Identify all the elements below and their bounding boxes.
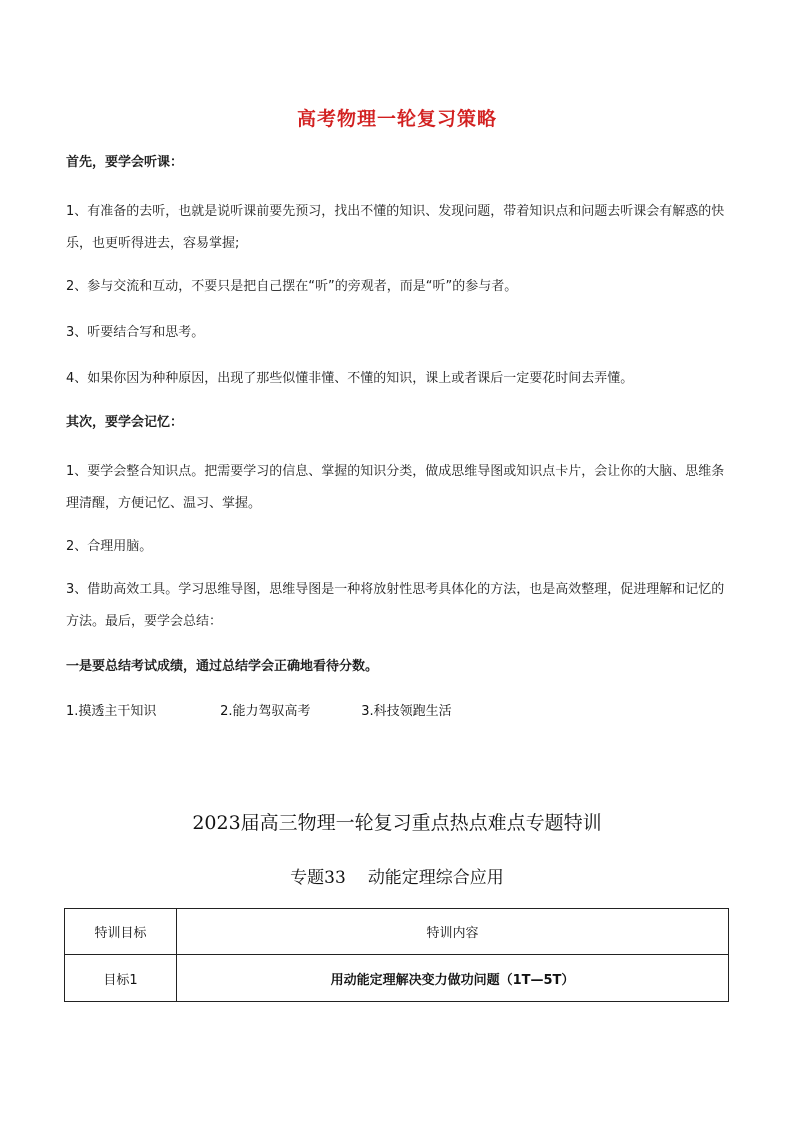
topic-number: 专题33	[290, 868, 346, 888]
memory-item-3: 3、借助高效工具。学习思维导图，思维导图是一种将放射性思考具体化的方法，也是高效整理，促进理解和记忆的方法。最后，要学会总结：	[66, 582, 725, 629]
table-cell: 目标1	[65, 955, 177, 1002]
listen-item-4: 4、如果你因为种种原因，出现了那些似懂非懂、不懂的知识，课上或者课后一定要花时间去弄懂。	[66, 371, 634, 386]
table-header-row	[65, 909, 729, 955]
topic-heading	[0, 863, 794, 888]
tip-3: 3.科技领跑生活	[361, 704, 452, 719]
table-header-cell: 特训目标	[65, 909, 177, 955]
tip-2: 2.能力驾驭高考	[220, 704, 311, 719]
tips-row	[66, 702, 452, 722]
summary-statement: 一是要总结考试成绩，通过总结学会正确地看待分数。	[66, 659, 379, 674]
memory-item-1: 1、要学会整合知识点。把需要学习的信息、掌握的知识分类，做成思维导图或知识点卡片，会让你的大脑、思维条理清醒，方便记忆、温习、掌握。	[66, 464, 725, 511]
heading-memory: 其次，要学会记忆：	[66, 415, 184, 430]
heading-listen: 首先，要学会听课：	[66, 155, 184, 170]
memory-item-2: 2、合理用脑。	[66, 539, 153, 554]
listen-item-1: 1、有准备的去听，也就是说听课前要先预习，找出不懂的知识、发现问题，带着知识点和问题去听课会有解惑的快乐，也更听得进去，容易掌握;	[66, 204, 725, 251]
table-row	[65, 955, 729, 1002]
strategy-title: 高考物理一轮复习策略	[296, 108, 497, 130]
table-cell: 用动能定理解决变力做功问题（1T—5T）	[177, 955, 729, 1002]
tip-1: 1.摸透主干知识	[66, 704, 157, 719]
listen-item-2: 2、参与交流和互动，不要只是把自己摆在“听”的旁观者，而是“听”的参与者。	[66, 279, 518, 294]
course-main-heading: 2023届高三物理一轮复习重点热点难点专题特训	[192, 812, 602, 834]
listen-item-3: 3、听要结合写和思考。	[66, 325, 205, 340]
table-header-cell: 特训内容	[177, 909, 729, 955]
topic-name: 动能定理综合应用	[367, 868, 504, 888]
target-table	[64, 908, 729, 1002]
